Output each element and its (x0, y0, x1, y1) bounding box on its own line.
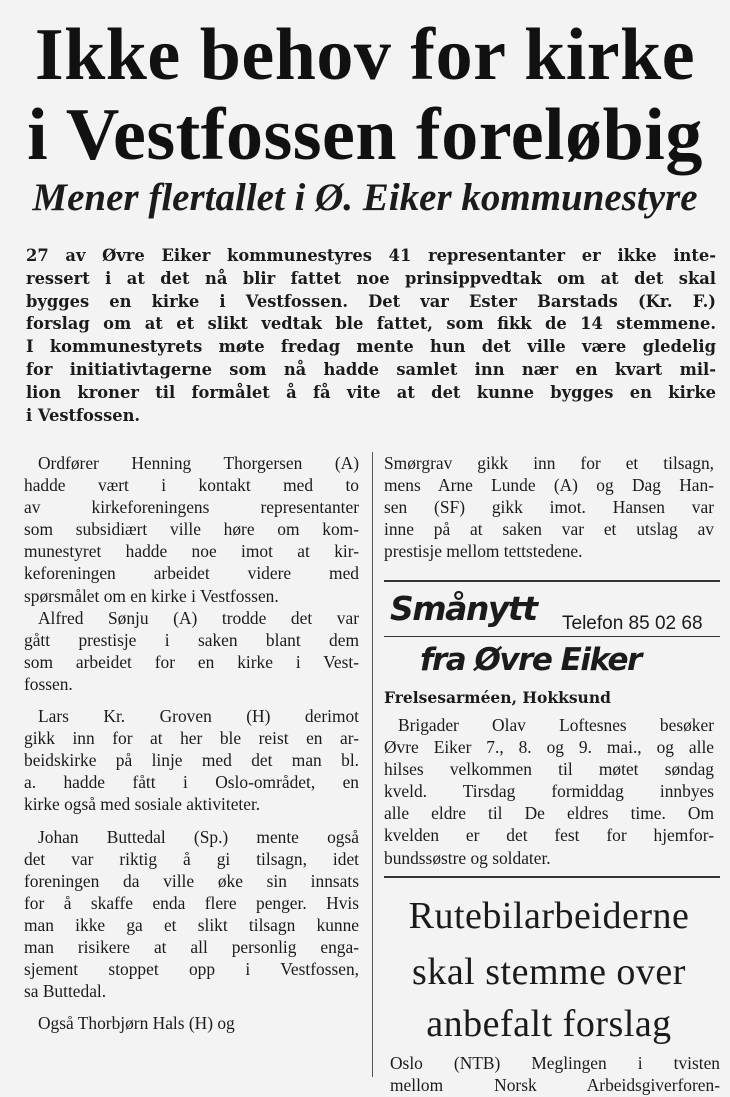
body-line: gikk inn for at her ble reist en ar- (24, 728, 359, 749)
body-line: mellom Norsk Arbeidsgiverforen- (390, 1075, 720, 1096)
body-line: beidskirke på linje med det man bl. (24, 750, 359, 771)
body-line: sen (SF) gikk imot. Hansen var (384, 497, 714, 518)
body-line: gått prestisje i saken blant dem (24, 629, 359, 650)
body-line: Ordfører Henning Thorgersen (A) (38, 453, 359, 473)
body-line: sa Buttedal. (24, 981, 107, 1002)
body-line: kveld. Tirsdag formiddag innbyes (384, 781, 714, 802)
headline-line-2: i Vestfossen foreløbig (27, 94, 703, 176)
body-line: Johan Buttedal (Sp.) mente også (38, 826, 359, 847)
body-line: sjement stoppet opp i Vestfossen, (24, 959, 359, 980)
body-line: som arbeidet for en kirke i Vest- (24, 651, 359, 672)
body-line: a. hadde fått i Oslo-området, en (24, 772, 359, 793)
lead-line: I kommunestyrets møte fredag mente hun det ville være gledelig (26, 337, 716, 357)
body-line: fossen. (24, 673, 73, 694)
body-line: for å skaffe enda flere penger. Hvis (24, 892, 359, 913)
body-line: Brigader Olav Loftesnes besøker (398, 715, 714, 735)
body-line: bundssøstre og soldater. (384, 847, 551, 868)
smanytt-phone: Telefon 85 02 68 (562, 613, 703, 634)
article2-headline-line-1: Rutebilarbeiderne (408, 895, 690, 937)
smanytt-divider (384, 636, 720, 637)
smanytt-section-heading: Frelsesarméen, Hokksund (384, 688, 611, 707)
body-line: foreningen da ville øke sin innsats (24, 870, 359, 891)
body-line: Alfred Sønju (A) trodde det var (38, 607, 359, 628)
body-line: Oslo (NTB) Meglingen i tvisten (390, 1053, 720, 1073)
smanytt-title: Smånytt (390, 589, 537, 628)
body-line: man risikere at all personlig enga- (24, 936, 359, 957)
body-line: det var riktig å gi tilsagn, idet (24, 848, 359, 869)
body-line: som subsidiært ville høre om kom- (24, 519, 359, 540)
article2-headline-line-2: skal stemme over (412, 951, 686, 993)
smanytt-brief (384, 714, 714, 869)
body-line: munestyret hadde noe imot at kir- (24, 541, 359, 562)
article2-body (390, 1052, 720, 1096)
body-line: av kirkeforeningens representanter (24, 497, 359, 518)
body-line: kirke også med sosiale aktiviteter. (24, 794, 261, 815)
column-divider (372, 452, 373, 1077)
body-line: keforeningen arbeidet videre med (24, 563, 359, 584)
body-line: spørsmålet om en kirke i Vestfossen. (24, 585, 279, 606)
body-line: Smørgrav gikk inn for et tilsagn, (384, 453, 714, 473)
subheadline: Mener flertallet i Ø. Eiker kommunestyre (32, 176, 698, 219)
body-line: kvelden er det fest for hjemfor- (384, 825, 714, 846)
section-divider (384, 876, 720, 878)
body-line: Øvre Eiker 7., 8. og 9. mai., og alle (384, 737, 714, 758)
lead-line: bygges en kirke i Vestfossen. Det var Ester Barstads (Kr. F.) (26, 291, 716, 311)
lead-line: lion kroner til formålet å få vite at det kunne bygges en kirke (26, 382, 716, 402)
body-line: alle eldre til De eldres time. Om (384, 803, 714, 824)
lead-paragraph (26, 245, 716, 427)
lead-line: ressert i at det nå blir fattet noe prinsippvedtak om at det skal (26, 268, 716, 288)
body-line: hilses velkommen til møtet søndag (384, 759, 714, 780)
article-body-left-column (24, 452, 359, 1034)
article-body-right-column (384, 452, 714, 562)
headline-line-1: Ikke behov for kirke (34, 14, 696, 96)
lead-line: for initiativtagerne som nå hadde samlet inn nær en kvart mil- (26, 359, 716, 379)
body-line: mens Arne Lunde (A) og Dag Han- (384, 475, 714, 496)
body-line: Lars Kr. Groven (H) derimot (38, 706, 359, 727)
body-line: inne på at saken var et utslag av (384, 519, 714, 540)
lead-line: 27 av Øvre Eiker kommunestyres 41 representanter er ikke inte- (26, 246, 716, 265)
section-divider (384, 580, 720, 582)
smanytt-subtitle: fra Øvre Eiker (420, 642, 641, 678)
body-line: prestisje mellom tettstedene. (384, 541, 583, 562)
body-line: hadde vært i kontakt med to (24, 475, 359, 496)
body-line: Også Thorbjørn Hals (H) og (38, 1013, 235, 1034)
lead-line: i Vestfossen. (26, 405, 141, 425)
body-line: man ikke ga et slikt tilsagn kunne (24, 914, 359, 935)
article2-headline-line-3: anbefalt forslag (426, 1003, 672, 1045)
lead-line: forslag om at et slikt vedtak ble fattet, som fikk de 14 stemmene. (26, 314, 716, 334)
